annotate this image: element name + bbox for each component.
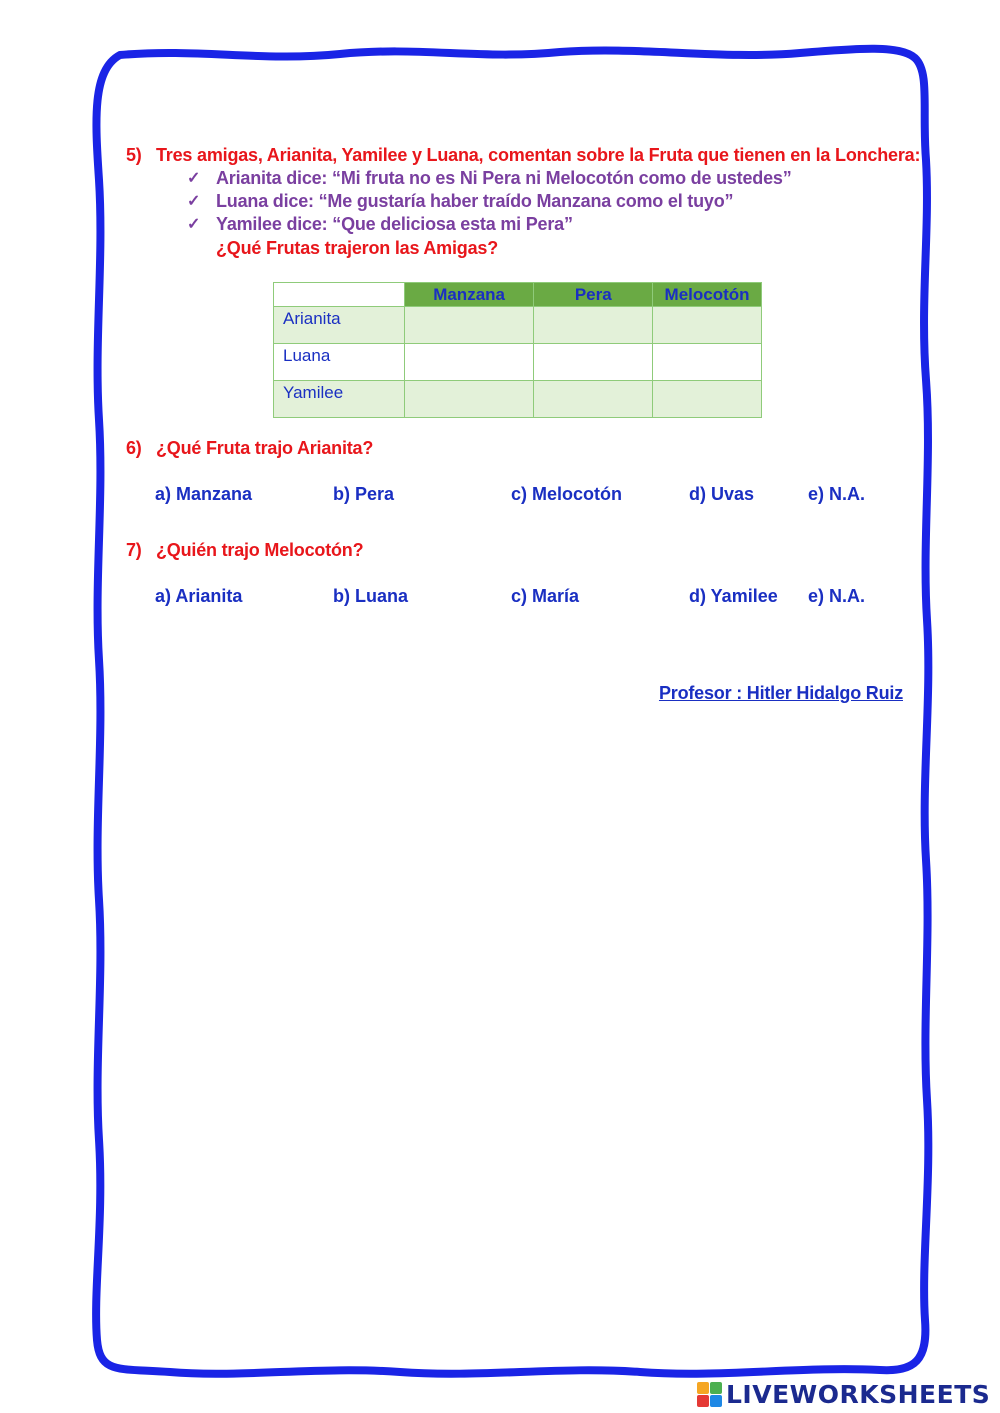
answer-cell[interactable]: [534, 381, 653, 418]
logic-grid-table: [273, 282, 762, 418]
teacher-signature: Profesor : Hitler Hidalgo Ruiz: [658, 683, 903, 703]
answer-cell[interactable]: [653, 344, 762, 381]
answer-cell[interactable]: [404, 344, 534, 381]
check-icon: ✓: [187, 170, 201, 187]
question-5-question: ¿Qué Frutas trajeron las Amigas?: [216, 238, 499, 258]
q7-option-a[interactable]: a) Arianita: [155, 586, 243, 606]
clue-luana: Luana dice: “Me gustaría haber traído Manzana como el tuyo”: [216, 191, 734, 211]
question-5-number: 5): [126, 145, 142, 165]
column-header-pera: Pera: [534, 283, 653, 307]
check-icon: ✓: [187, 193, 201, 210]
check-icon: ✓: [187, 216, 201, 233]
table-row: [274, 344, 762, 381]
table-corner-cell: [274, 283, 405, 307]
clue-arianita: Arianita dice: “Mi fruta no es Ni Pera ni Melocotón como de ustedes”: [216, 168, 792, 188]
question-5-prompt: Tres amigas, Arianita, Yamilee y Luana, comentan sobre la Fruta que tienen en la Lonchera:: [156, 145, 921, 165]
q7-option-c[interactable]: c) María: [511, 586, 580, 606]
q6-option-b[interactable]: b) Pera: [333, 484, 395, 504]
answer-cell[interactable]: [653, 307, 762, 344]
row-label-arianita: Arianita: [274, 307, 405, 344]
q6-option-d[interactable]: d) Uvas: [689, 484, 755, 504]
q6-option-a[interactable]: a) Manzana: [155, 484, 253, 504]
q6-option-e[interactable]: e) N.A.: [808, 484, 866, 504]
column-header-manzana: Manzana: [404, 283, 534, 307]
table-row: [274, 381, 762, 418]
q6-option-c[interactable]: c) Melocotón: [511, 484, 622, 504]
answer-cell[interactable]: [534, 344, 653, 381]
q7-option-b[interactable]: b) Luana: [333, 586, 408, 606]
answer-cell[interactable]: [404, 381, 534, 418]
liveworksheets-brand: [697, 1378, 990, 1410]
clue-yamilee: Yamilee dice: “Que deliciosa esta mi Pera”: [216, 214, 573, 234]
q7-option-e[interactable]: e) N.A.: [808, 586, 866, 606]
liveworksheets-logo-icon: [697, 1382, 722, 1407]
question-7-number: 7): [126, 540, 142, 560]
q7-option-d[interactable]: d) Yamilee: [689, 586, 778, 606]
answer-cell[interactable]: [534, 307, 653, 344]
brand-name: LIVEWORKSHEETS: [726, 1379, 991, 1409]
answer-cell[interactable]: [653, 381, 762, 418]
question-6-text: ¿Qué Fruta trajo Arianita?: [156, 438, 374, 458]
question-6-number: 6): [126, 438, 142, 458]
row-label-yamilee: Yamilee: [274, 381, 405, 418]
table-row: [274, 307, 762, 344]
column-header-melocoton: Melocotón: [653, 283, 762, 307]
question-7-text: ¿Quién trajo Melocotón?: [156, 540, 364, 560]
row-label-luana: Luana: [274, 344, 405, 381]
answer-cell[interactable]: [404, 307, 534, 344]
